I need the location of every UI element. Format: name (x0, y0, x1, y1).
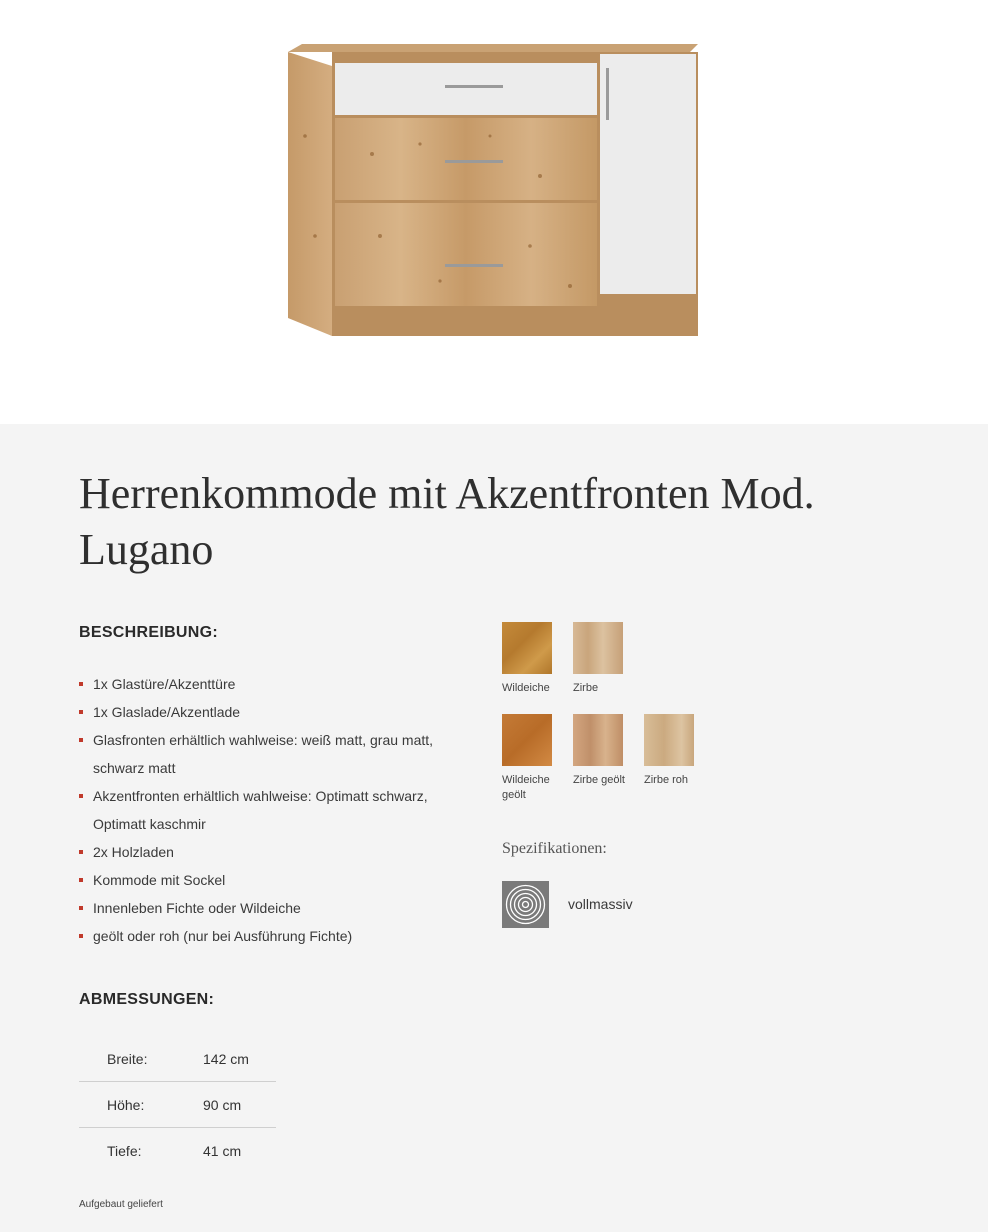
dimension-label: Höhe: (79, 1082, 202, 1128)
swatch-label: Zirbe (573, 682, 599, 694)
spec-label: vollmassiv (568, 896, 633, 912)
dimension-label: Breite: (107, 1050, 148, 1067)
list-item: Innenleben Fichte oder Wildeiche (79, 894, 459, 922)
material-swatch-zirbe-roh[interactable] (644, 714, 704, 788)
specs-heading: Spezifikationen: (502, 840, 607, 857)
list-item: Kommode mit Sockel (79, 866, 459, 894)
list-item: Akzentfronten erhältlich wahlweise: Optimatt schwarz, Optimatt kaschmir (79, 782, 459, 838)
delivery-note: Aufgebaut geliefert (79, 1199, 163, 1210)
dimensions-table (79, 1036, 276, 1173)
dimension-value: 142 cm (203, 1050, 249, 1067)
list-item: 2x Holzladen (79, 838, 459, 866)
material-swatch-wildeiche-geoelt[interactable] (502, 714, 562, 803)
description-heading: BESCHREIBUNG: (79, 624, 219, 641)
table-row (79, 1082, 276, 1128)
dimension-value: 41 cm (202, 1128, 276, 1174)
wood-sample (502, 714, 552, 766)
material-swatch-zirbe[interactable] (573, 622, 633, 696)
feature-list (79, 670, 459, 950)
list-item: Glasfronten erhältlich wahlweise: weiß matt, grau matt, schwarz matt (79, 726, 459, 782)
swatch-label: Wildeiche (502, 682, 550, 694)
sideboard-product-image[interactable] (280, 36, 710, 346)
table-row (79, 1036, 276, 1082)
wood-sample (573, 622, 623, 674)
wood-rings-icon (502, 881, 549, 928)
wood-sample (644, 714, 694, 766)
swatch-label: Zirbe roh (644, 774, 689, 786)
dimensions-heading: ABMESSUNGEN: (79, 991, 215, 1008)
product-title: Herrenkommode mit Akzentfronten Mod. Lugano (79, 469, 815, 574)
material-swatch-wildeiche[interactable] (502, 622, 562, 696)
table-row (79, 1128, 276, 1174)
material-swatch-zirbe-geoelt[interactable] (573, 714, 633, 788)
list-item: geölt oder roh (nur bei Ausführung Fichte) (79, 922, 459, 950)
list-item: 1x Glastüre/Akzenttüre (79, 670, 459, 698)
product-image-area (0, 0, 988, 424)
product-details (0, 424, 988, 1232)
dimension-label: Tiefe: (79, 1128, 202, 1174)
list-item: 1x Glaslade/Akzentlade (79, 698, 459, 726)
wood-sample (573, 714, 623, 766)
wood-sample (502, 622, 552, 674)
dimension-value: 90 cm (202, 1082, 276, 1128)
swatch-label: Zirbe geölt (573, 774, 625, 786)
swatch-label: Wildeiche geölt (502, 774, 550, 801)
